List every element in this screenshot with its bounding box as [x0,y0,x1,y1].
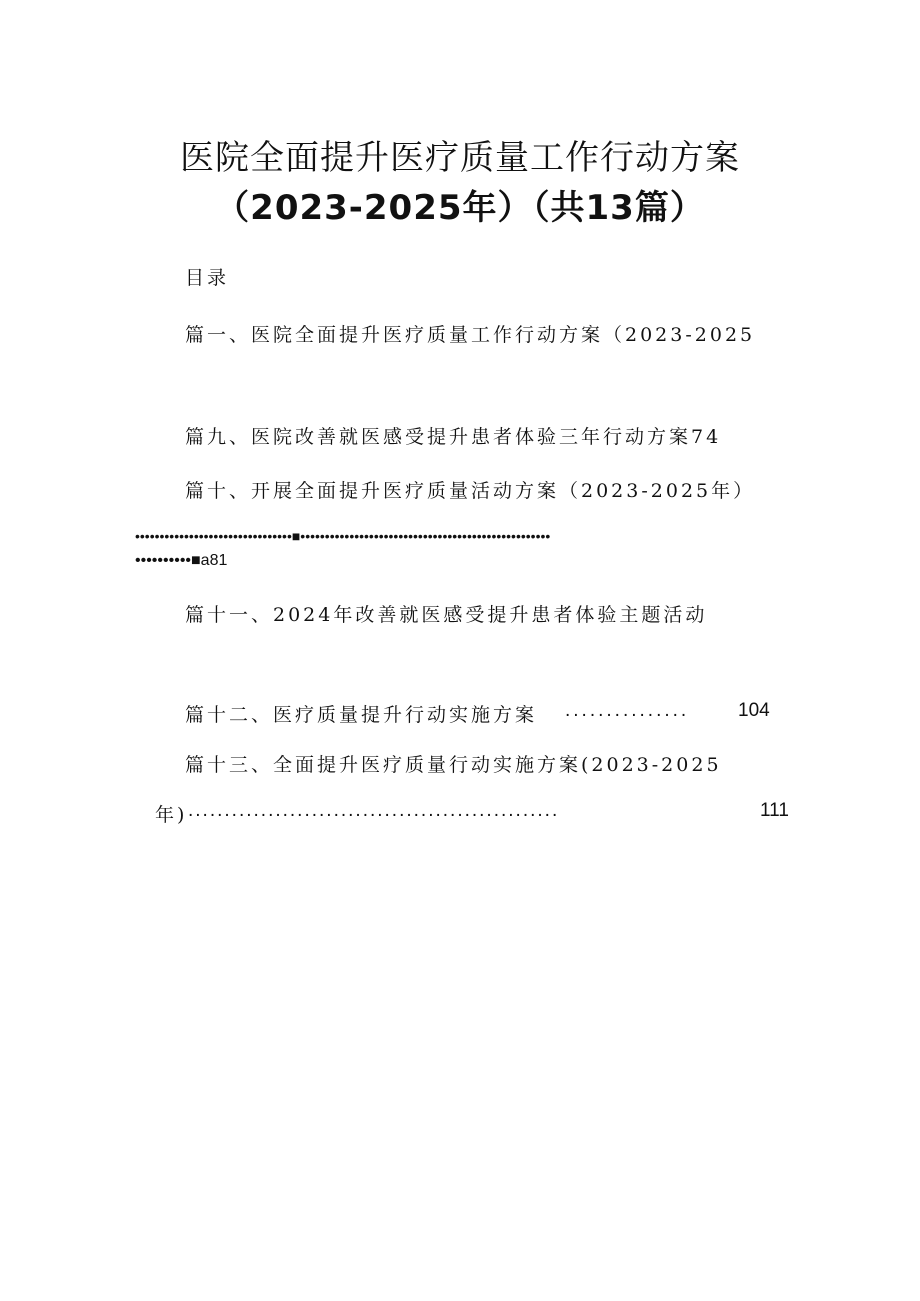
toc-heading: 目录 [185,267,230,289]
toc-entry-11: 篇十一、2024年改善就医感受提升患者体验主题活动 [185,604,708,626]
toc-entry-10: 篇十、开展全面提升医疗质量活动方案（2023-2025年） [185,480,756,502]
toc-entry-13-leader: ................................................... [188,800,560,821]
toc-entry-12-leader: ............... [565,700,690,721]
toc-entry-9: 篇九、医院改善就医感受提升患者体验三年行动方案74 [185,426,722,448]
toc-entry-12-page: 104 [738,700,770,721]
toc-entry-10-page: ••••••••••■a81 [135,552,228,569]
document-title-line-1: 医院全面提升医疗质量工作行动方案 [180,138,740,178]
toc-entry-13-page: 111 [760,800,789,821]
toc-entry-1: 篇一、医院全面提升医疗质量工作行动方案（2023-2025 [185,324,756,346]
toc-entry-12: 篇十二、医疗质量提升行动实施方案 [185,704,538,726]
toc-entry-13-continued: 年) [155,804,188,826]
toc-entry-10-leader: ••••••••••••••••••••••••••••••••■••••••••••••••••••••••••••••••••••••••••••••••••••• [135,528,551,544]
toc-entry-13: 篇十三、全面提升医疗质量行动实施方案(2023-2025 [185,754,722,776]
document-title-line-2: （2023-2025年）（共13篇） [215,188,705,228]
